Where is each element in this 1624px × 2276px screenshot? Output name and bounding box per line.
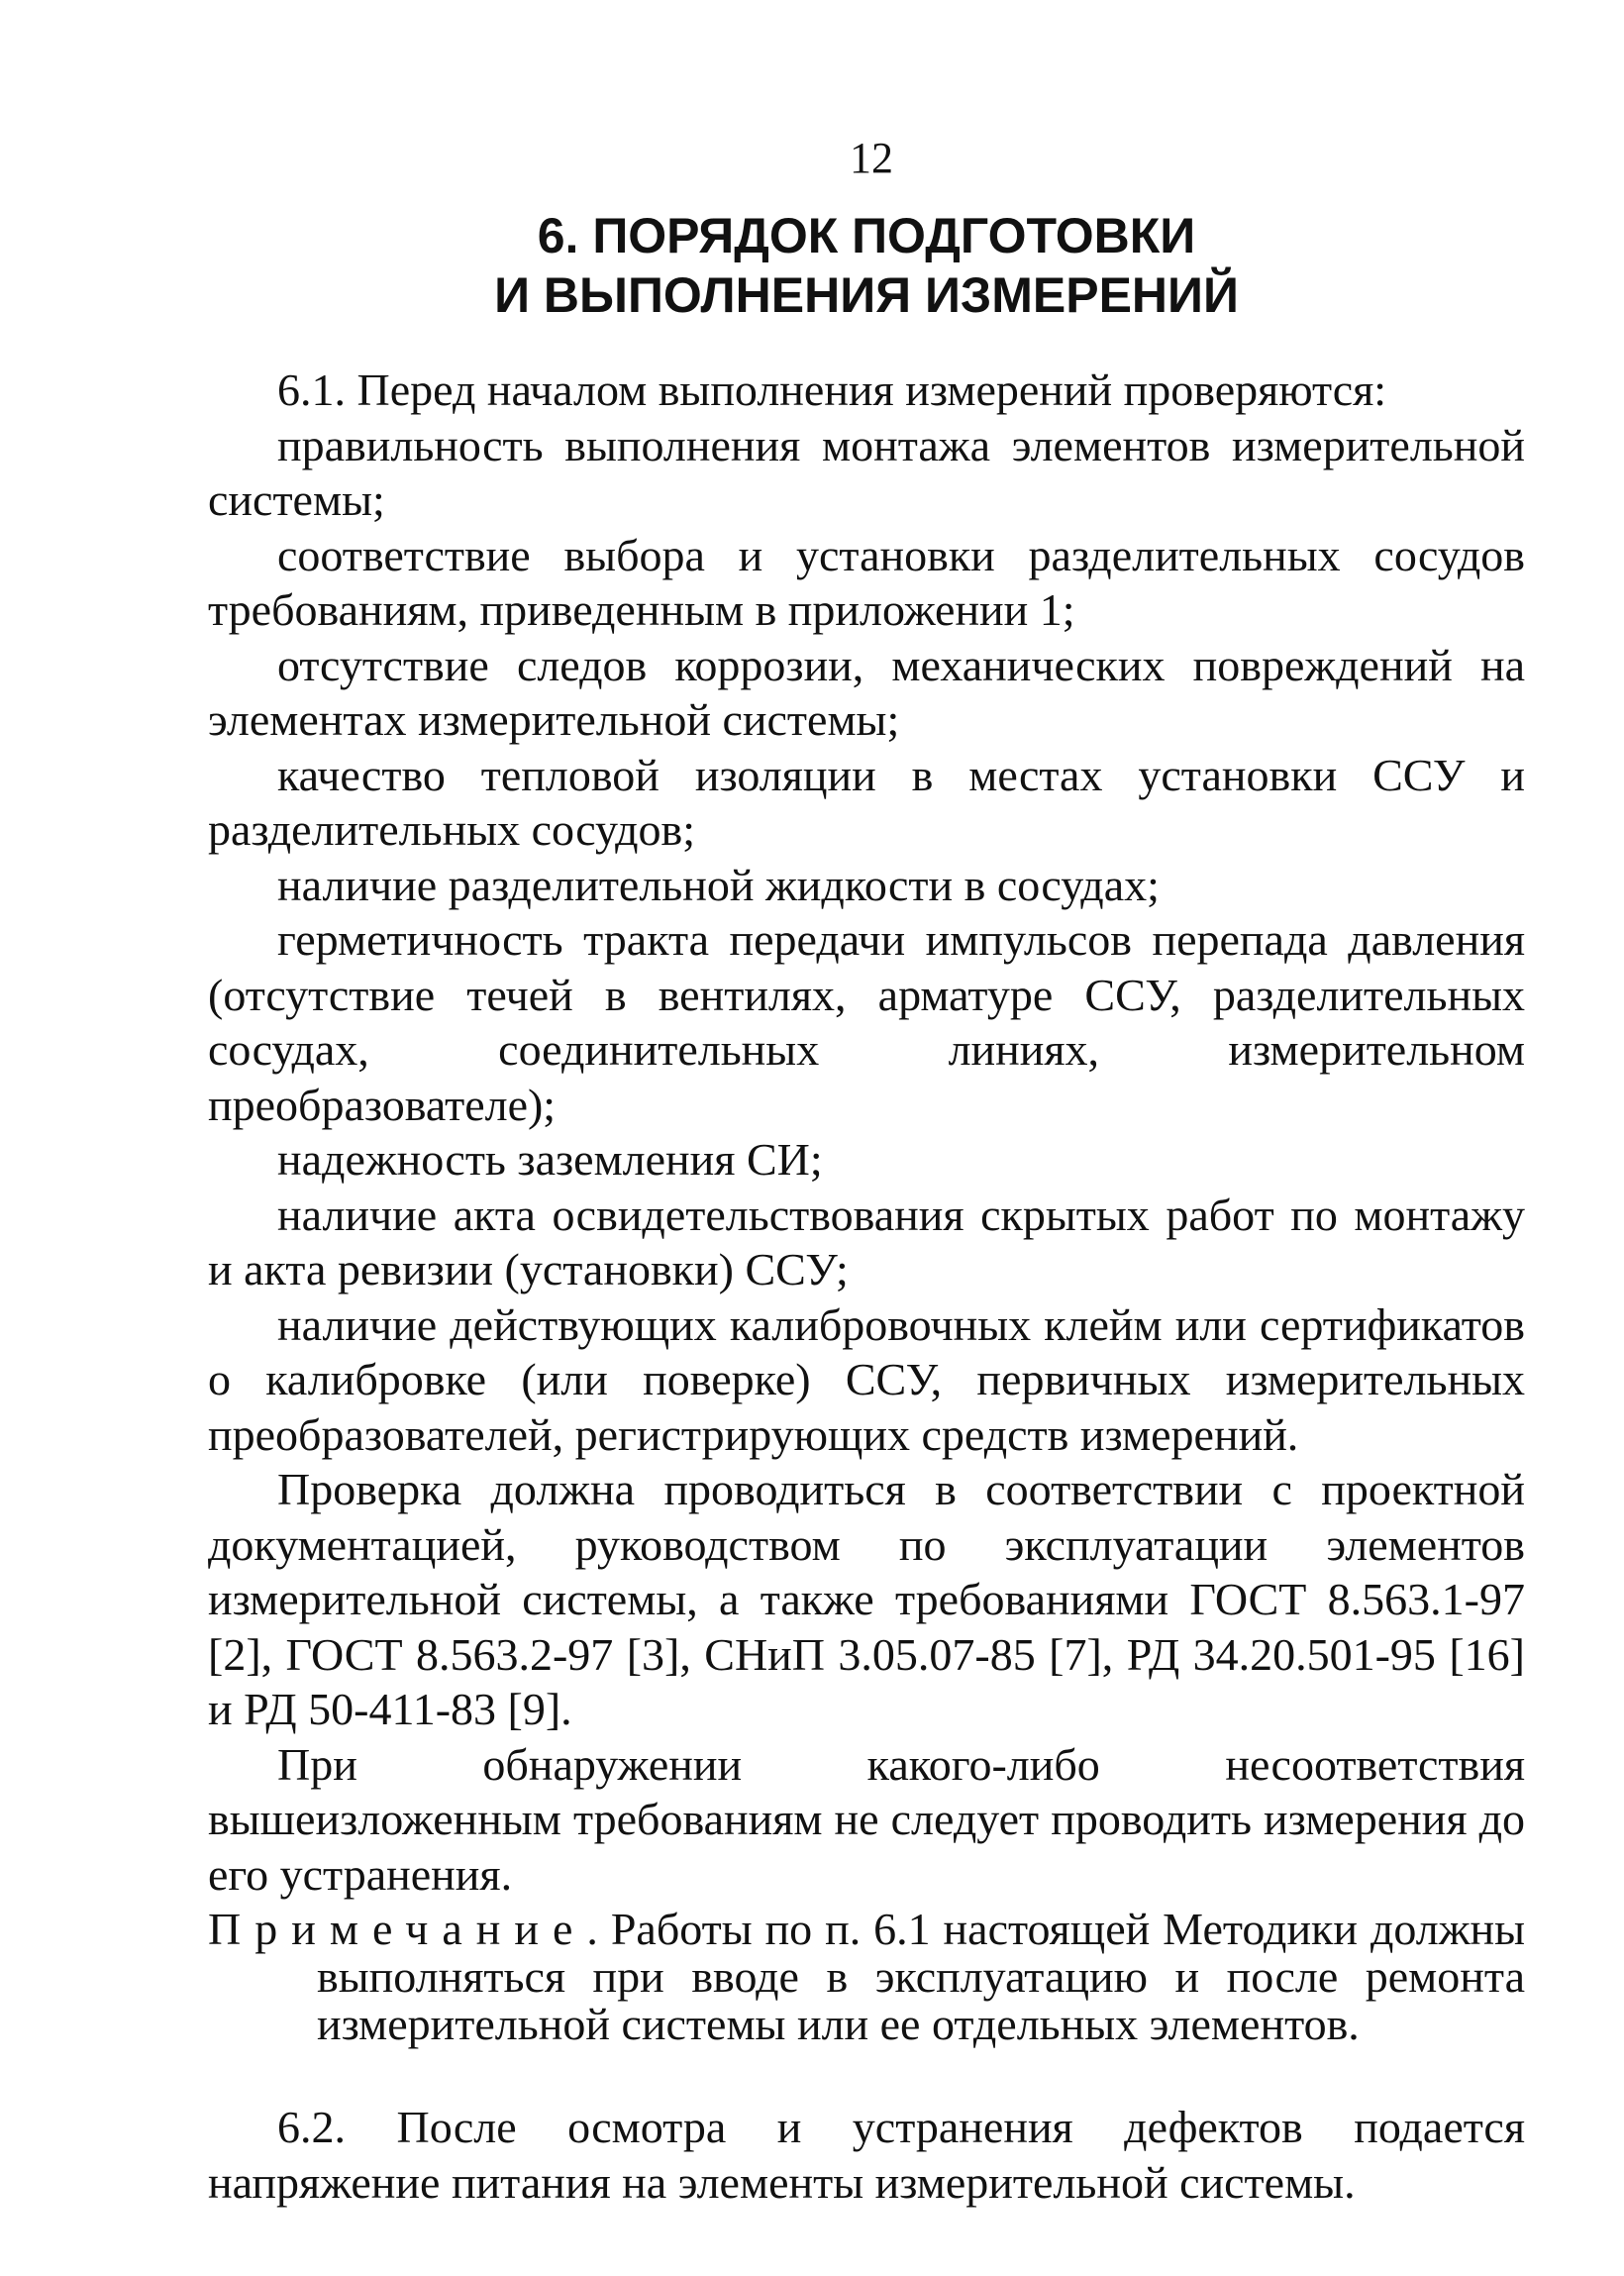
section-heading (208, 206, 1525, 325)
note-block (208, 1906, 1525, 2048)
paragraph-check-corrosion: отсутствие следов коррозии, механических повреждений на элементах измерительной системы; (208, 639, 1525, 745)
page-number: 12 (850, 134, 893, 182)
paragraph-check-installation: правильность выполнения монтажа элементов измерительной системы; (208, 419, 1525, 525)
paragraph-check-liquid: наличие разделительной жидкости в сосудах; (277, 859, 1160, 910)
paragraph-6-2: 6.2. После осмотра и устранения дефектов подается напряжение питания на элементы измерительной системы. (208, 2102, 1525, 2208)
paragraph-check-acts: наличие акта освидетельствования скрытых работ по монтажу и акта ревизии (установки) ССУ; (208, 1189, 1525, 1294)
paragraph-verification-standards: Проверка должна проводиться в соответствии с проектной документацией, руководством по эксплуатации элементов измерительной системы, а также требованиями ГОСТ 8.563.1-97 [2], ГОСТ 8.563.2-97 [3], СНиП 3.05.07-85 [7], РД 34.20.501-95 [16] и РД 50-411-83 [9]. (208, 1464, 1525, 1734)
paragraph-check-vessels: соответствие выбора и установки разделительных сосудов требованиям, приведенным в приложении 1; (208, 529, 1525, 635)
note-text: . Работы по п. 6.1 настоящей Методики должны выполняться при вводе в эксплуатацию и после ремонта измерительной системы или ее отдельных элементов. (317, 1904, 1525, 2049)
paragraph-check-tightness: герметичность тракта передачи импульсов перепада давления (отсутствие течей в вентилях, арматуре ССУ, разделительных сосудах, соединительных линиях, измерительном преобразователе); (208, 914, 1525, 1130)
paragraph-check-insulation: качество тепловой изоляции в местах установки ССУ и разделительных сосудов; (208, 749, 1525, 855)
paragraph-6-1-intro: 6.1. Перед началом выполнения измерений проверяются: (277, 364, 1387, 415)
section-heading-line-2: И ВЫПОЛНЕНИЯ ИЗМЕРЕНИЙ (494, 267, 1239, 323)
document-page (208, 129, 1525, 2210)
paragraph-nonconformity: При обнаружении какого-либо несоответствия вышеизложенным требованиям не следует проводить измерения до его устранения. (208, 1738, 1525, 1900)
section-heading-line-1: 6. ПОРЯДОК ПОДГОТОВКИ (537, 208, 1196, 263)
paragraph-check-certificates: наличие действующих калибровочных клейм или сертификатов о калибровке (или поверке) ССУ, первичных измерительных преобразователей, регистрирующих средств измерений. (208, 1298, 1525, 1460)
paragraph-check-grounding: надежность заземления СИ; (277, 1134, 823, 1185)
note-label: Примечание (208, 1904, 587, 1954)
